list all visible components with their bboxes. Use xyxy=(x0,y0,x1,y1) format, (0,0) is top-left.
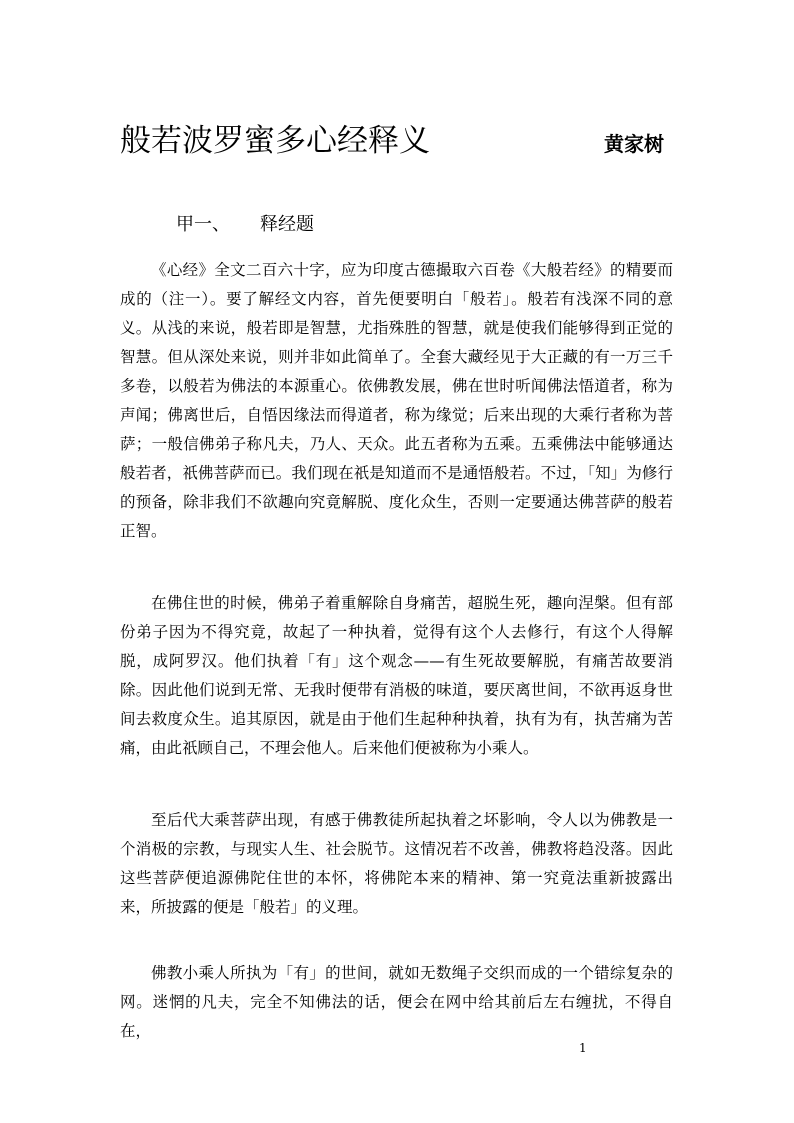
section-heading xyxy=(176,212,314,238)
document-title: 般若波罗蜜多心经释义 xyxy=(120,123,430,159)
section-number: 甲一、 xyxy=(176,214,230,235)
page-number: 1 xyxy=(579,1041,587,1055)
section-title: 释经题 xyxy=(260,214,314,235)
author-name: 黄家树 xyxy=(604,132,664,156)
paragraph-3: 至后代大乘菩萨出现，有感于佛教徒所起执着之坏影响，令人以为佛教是一个消极的宗教，与现实人生、社会脱节。这情况若不改善，佛教将趋没落。因此这些菩萨便追源佛陀住世的本怀，将佛陀本来的精神、第一究竟法重新披露出来，所披露的便是「般若」的义理。 xyxy=(120,811,673,916)
paragraph-2: 在佛住世的时候，佛弟子着重解除自身痛苦，超脱生死，趣向涅槃。但有部份弟子因为不得究竟，故起了一种执着，觉得有这个人去修行，有这个人得解脱，成阿罗汉。他们执着「有」这个观念——有生死故要解脱，有痛苦故要消除。因此他们说到无常、无我时便带有消极的味道，要厌离世间，不欲再返身世间去救度众生。追其原因，就是由于他们生起种种执着，执有为有，执苦痛为苦痛，由此祇顾自己，不理会他人。后来他们便被称为小乘人。 xyxy=(120,594,673,757)
paragraph-1: 《心经》全文二百六十字，应为印度古德撮取六百卷《大般若经》的精要而成的（注一）。要了解经文内容，首先便要明白「般若」。般若有浅深不同的意义。从浅的来说，般若即是智慧，尤指殊胜的智慧，就是使我们能够得到正觉的智慧。但从深处来说，则并非如此简单了。全套大藏经见于大正藏的有一万三千多卷，以般若为佛法的本源重心。依佛教发展，佛在世时听闻佛法悟道者，称为声闻；佛离世后，自悟因缘法而得道者，称为缘觉；后来出现的大乘行者称为菩萨；一般信佛弟子称凡夫，乃人、天众。此五者称为五乘。五乘佛法中能够通达般若者，祇佛菩萨而已。我们现在祇是知道而不是通悟般若。不过，「知」为修行的预备，除非我们不欲趣向究竟解脱、度化众生，否则一定要通达佛菩萨的般若正智。 xyxy=(120,261,673,540)
paragraph-4: 佛教小乘人所执为「有」的世间，就如无数绳子交织而成的一个错综复杂的网。迷惘的凡夫，完全不知佛法的话，便会在网中给其前后左右缠扰，不得自在， xyxy=(120,964,673,1040)
